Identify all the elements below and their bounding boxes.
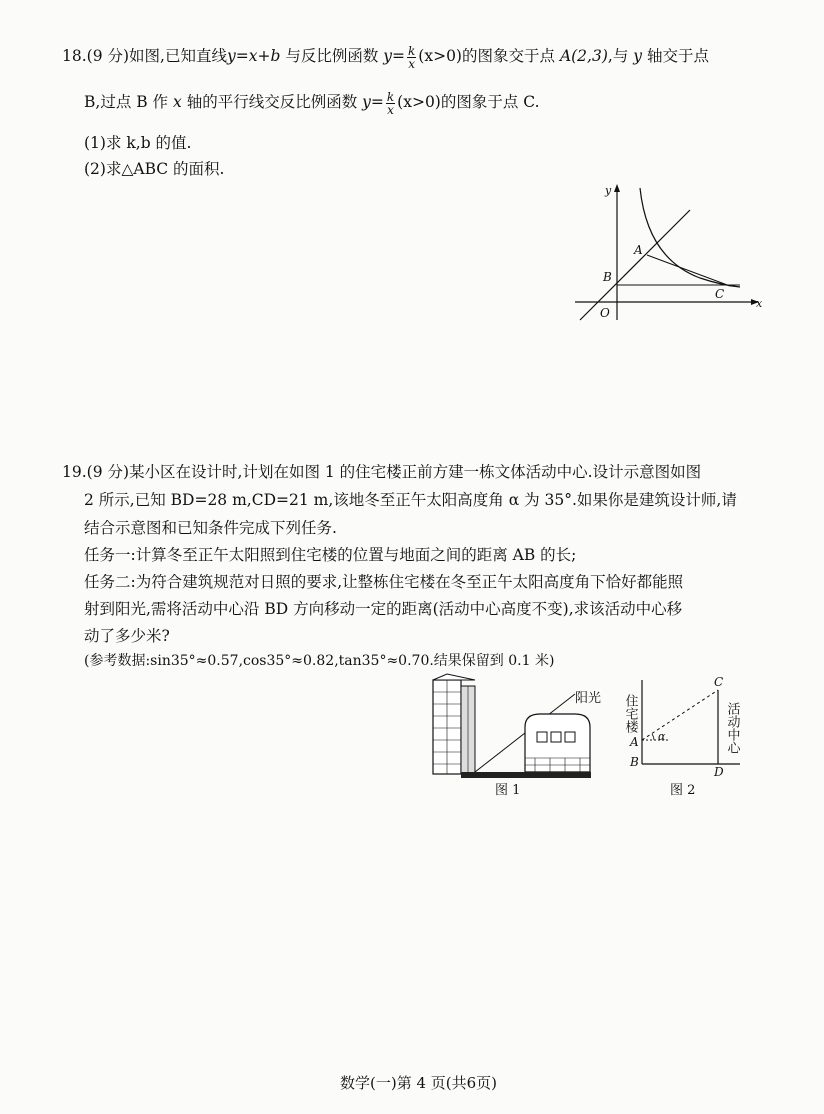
- label-x: x: [756, 297, 763, 310]
- q19-task1: 任务一:计算冬至正午太阳照到住宅楼的位置与地面之间的距离 AB 的长;: [84, 546, 577, 564]
- q18-line1: 18.(9 分)如图,已知直线y=x+b 与反比例函数 y= $\frac{k}{x}$ (x>0)的图象交于点 A(2,3),与 y 轴交于点: [62, 43, 709, 71]
- hyperbola-curve: [640, 188, 740, 287]
- label-B: B: [603, 270, 612, 284]
- center-vertical-label: 活动中心: [724, 702, 740, 754]
- q19-figure2-schematic: [620, 672, 760, 800]
- segment-ac: [647, 255, 730, 286]
- figure2-caption: 图 2: [670, 783, 696, 798]
- figure1-caption: 图 1: [495, 783, 521, 797]
- building-vertical-label: 住宅楼: [622, 694, 638, 733]
- angle-alpha-arc: [652, 734, 654, 740]
- q18-graph-figure: [570, 180, 770, 330]
- page-footer: 数学(一)第 4 页(共6页): [340, 1074, 498, 1092]
- q18-part2: (2)求△ABC 的面积.: [84, 160, 225, 178]
- q19-task2-line1: 任务二:为符合建筑规范对日照的要求,让整栋住宅楼在冬至正午太阳高度角下恰好都能照: [84, 573, 684, 591]
- line-equation: y=x+b: [226, 47, 281, 65]
- fraction-k-over-x: $\frac{k}{x}$: [408, 43, 416, 71]
- label-C: C: [715, 287, 725, 301]
- label-B: B: [630, 755, 639, 769]
- label-A: A: [634, 243, 643, 257]
- q19-figure1-illustration: [425, 672, 615, 797]
- label-C: C: [714, 675, 724, 689]
- label-O: O: [600, 306, 610, 320]
- label-y: y: [605, 184, 612, 197]
- q19-line2: 2 所示,已知 BD=28 m,CD=21 m,该地冬至正午太阳高度角 α 为 35°.如果你是建筑设计师,请: [84, 491, 737, 509]
- q19-line3: 结合示意图和已知条件完成下列任务.: [84, 519, 337, 537]
- q19-line1: 19.(9 分)某小区在设计时,计划在如图 1 的住宅楼正前方建一栋文体活动中心.设计示意图如图: [62, 463, 702, 481]
- sun-ray-dashed: [642, 690, 718, 740]
- q19-task2-line3: 动了多少米?: [84, 627, 170, 645]
- q18-part1: (1)求 k,b 的值.: [84, 134, 192, 152]
- label-alpha: α: [658, 730, 666, 743]
- label-A: A: [630, 735, 639, 749]
- sunlight-label: 阳光: [575, 691, 602, 706]
- y-axis-arrow: [614, 184, 620, 192]
- q19-reference-data: (参考数据:sin35°≈0.57,cos35°≈0.82,tan35°≈0.70.结果保留到 0.1 米): [84, 653, 555, 669]
- q19-task2-line2: 射到阳光,需将活动中心沿 BD 方向移动一定的距离(活动中心高度不变),求该活动中心移: [84, 600, 683, 618]
- fraction-k-over-x-2: $\frac{k}{x}$: [386, 89, 395, 117]
- q18-line2: B,过点 B 作 x 轴的平行线交反比例函数 y= $\frac{k}{x}$ (x>0)的图象于点 C.: [84, 89, 540, 117]
- label-D: D: [714, 765, 724, 779]
